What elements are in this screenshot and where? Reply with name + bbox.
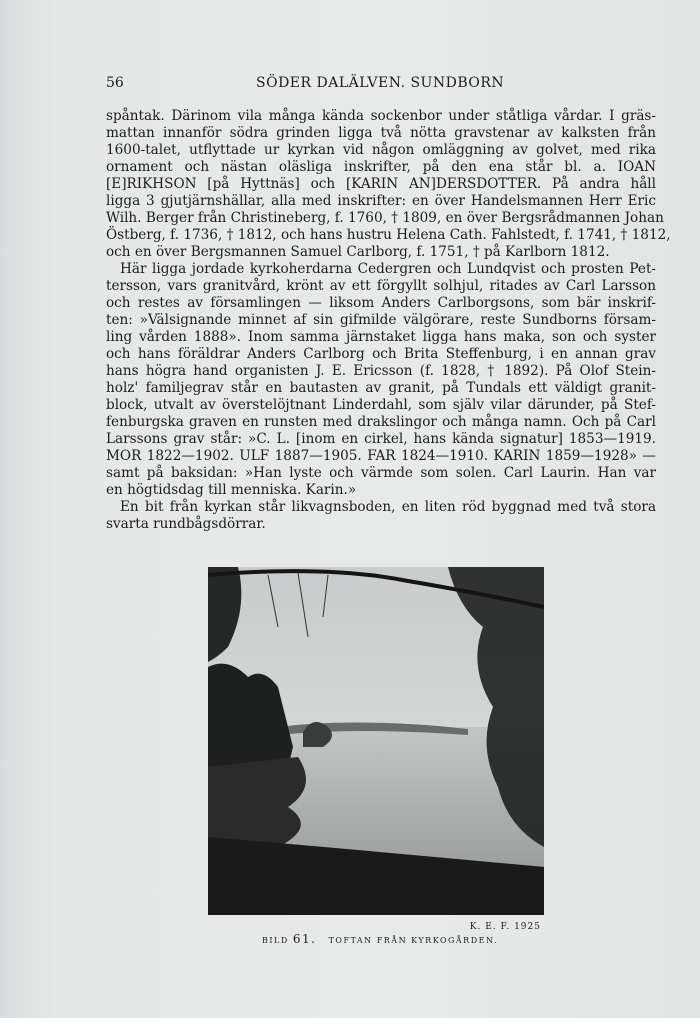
text-line: ling vården 1888». Inom samma järnstaket ligga hans maka, son och syster [106, 329, 656, 345]
running-title: SÖDER DALÄLVEN. SUNDBORN [256, 75, 505, 91]
text-line: En bit från kyrkan står likvagnsboden, en liten röd byggnad med två stora [120, 499, 656, 515]
text-line: [E]RIKHSON [på Hyttnäs] och [KARIN AN]DERSDOTTER. På andra håll [106, 176, 656, 192]
paragraph [106, 261, 656, 499]
text-line: Östberg, f. 1736, † 1812, och hans hustru Helena Cath. Fahlstedt, f. 1741, † 1812, [106, 227, 671, 243]
figure-label: BILD [262, 936, 289, 945]
text-line: hans högra hand organisten J. E. Ericsson (f. 1828, † 1892). På Olof Stein- [106, 363, 656, 379]
page-number: 56 [106, 75, 124, 91]
text-line: ten: »Välsignande minnet af sin gifmilde välgörare, reste Sundborns försam- [106, 312, 656, 328]
text-line: Här ligga jordade kyrkoherdarna Cedergren och Lundqvist och prosten Pet- [120, 261, 656, 277]
text-line: MOR 1822—1902. ULF 1887—1905. FAR 1824—1910. KARIN 1859—1928» — [106, 448, 656, 464]
text-line: och hans föräldrar Anders Carlborg och Brita Steffenburg, i en annan grav [106, 346, 656, 362]
text-line: ornament och nästan oläsliga inskrifter, på den ena står bl. a. IOAN [106, 159, 656, 175]
figure-number: 61. [292, 932, 317, 946]
text-line: en högtidsdag till menniska. Karin.» [106, 482, 357, 498]
text-line: tersson, vars granitvård, krönt av ett förgyllt solhjul, ritades av Carl Larsson [106, 278, 656, 294]
text-line: 1600-talet, utflyttade ur kyrkan vid någon omläggning av golvet, med rika [106, 142, 656, 158]
text-line: svarta rundbågsdörrar. [106, 516, 266, 532]
text-line: holz' familjegrav står en bautasten av granit, på Tundals ett väldigt granit- [106, 380, 656, 396]
figure-caption [200, 932, 560, 946]
text-line: Wilh. Berger från Christineberg, f. 1760, † 1809, en över Bergsrådmannen Johan [106, 210, 664, 226]
text-line: mattan innanför södra grinden ligga två nötta gravstenar av kalksten från [106, 125, 656, 141]
text-line: spåntak. Därinom vila många kända sockenbor under ståtliga vårdar. I gräs- [106, 108, 656, 124]
text-line: Larssons grav står: »C. L. [inom en cirkel, hans kända signatur] 1853—1919. [106, 431, 656, 447]
text-line: och en över Bergsmannen Samuel Carlborg, f. 1751, † på Karlborn 1812. [106, 244, 610, 260]
text-line: ligga 3 gjutjärnshällar, alla med inskrifter: en över Handelsmannen Herr Eric [106, 193, 656, 209]
figure-caption-text: TOFTAN FRÅN KYRKOGÅRDEN. [328, 936, 498, 945]
photo-credit: K. E. F. 1925 [469, 922, 541, 932]
page-header [106, 75, 656, 95]
body-text [106, 108, 671, 533]
paragraph [106, 499, 656, 533]
photograph-lake-view [208, 567, 544, 915]
text-line: och restes av församlingen — liksom Anders Carlborgsons, som bär inskrif- [106, 295, 656, 311]
paragraph [106, 108, 671, 261]
text-line: block, utvalt av överstelöjtnant Linderdahl, som själv vilar därunder, på Stef- [106, 397, 656, 413]
text-line: samt på baksidan: »Han lyste och värmde som solen. Carl Laurin. Han var [106, 465, 656, 481]
text-line: fenburgska graven en runsten med drakslingor och många namn. Och på Carl [106, 414, 656, 430]
